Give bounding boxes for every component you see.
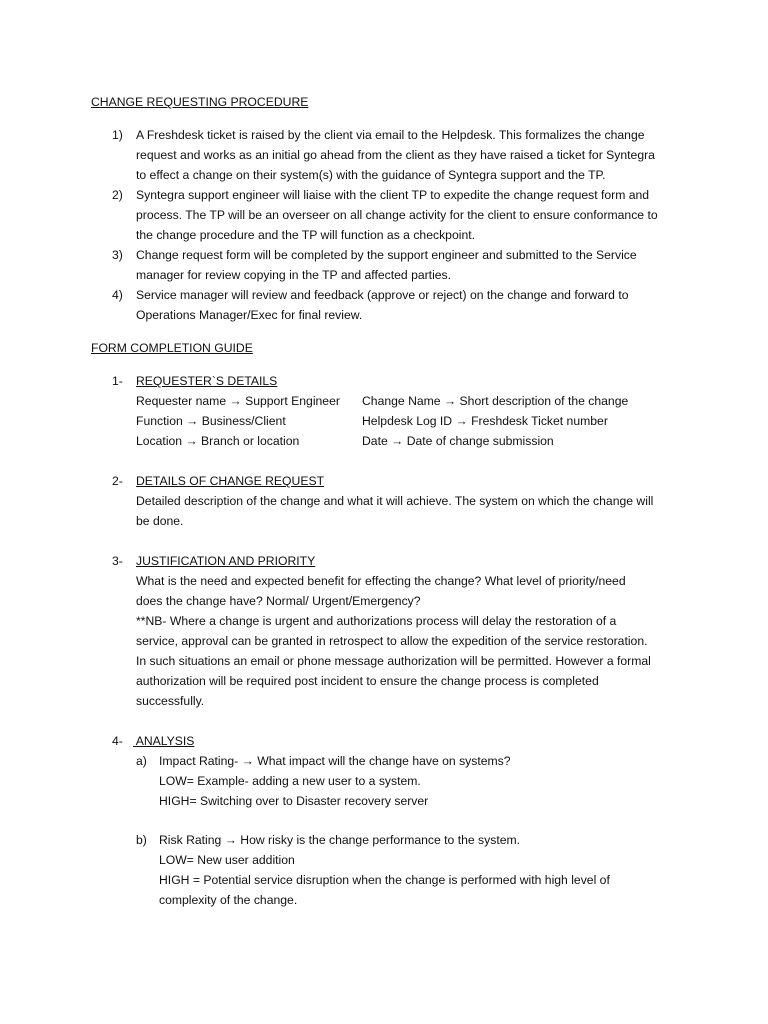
step-4-line-2: Operations Manager/Exec for final review.: [136, 308, 363, 322]
subsection-b-line-3: HIGH = Potential service disruption when the change is performed with high level of: [159, 873, 610, 887]
section-2-marker: 2-: [112, 474, 123, 488]
step-2-marker: 2): [112, 188, 123, 202]
step-1-marker: 1): [112, 128, 123, 142]
subsection-a-marker: a): [136, 754, 147, 768]
subsection-b-marker: b): [136, 833, 147, 847]
step-2-line-3: the change procedure and the TP will function as a checkpoint.: [136, 228, 475, 242]
step-4-line-1: Service manager will review and feedback (approve or reject) on the change and forward to: [136, 288, 629, 302]
requester-row-1-right: Change Name → Short description of the change: [362, 394, 629, 408]
section-3-line-6: authorization will be required post incident to ensure the change process is completed: [136, 674, 599, 688]
step-3-line-1: Change request form will be completed by the support engineer and submitted to the Service: [136, 248, 637, 262]
subsection-a-line-3: HIGH= Switching over to Disaster recovery server: [159, 794, 429, 808]
step-1-line-2: request and works as an initial go ahead from the client as they have raised a ticket for Syntegra: [136, 148, 655, 162]
section-3-marker: 3-: [112, 554, 123, 568]
requester-row-2-right: Helpdesk Log ID → Freshdesk Ticket number: [362, 414, 608, 428]
step-3-marker: 3): [112, 248, 123, 262]
step-3-line-2: manager for review copying in the TP and affected parties.: [136, 268, 452, 282]
section-2-line-2: be done.: [136, 514, 184, 528]
section-4-title: ANALYSIS: [133, 734, 195, 748]
section-3-line-4: service, approval can be granted in retrospect to allow the expedition of the service restoration.: [136, 634, 648, 648]
section-3-line-3: **NB- Where a change is urgent and authorizations process will delay the restoration of a: [136, 614, 617, 628]
requester-row-1-left: Requester name → Support Engineer: [136, 394, 340, 408]
step-1-line-3: to effect a change on their system(s) with the guidance of Syntegra support and the TP.: [136, 168, 606, 182]
subsection-b-line-4: complexity of the change.: [159, 893, 298, 907]
requester-row-3-left: Location → Branch or location: [136, 434, 300, 448]
step-2-line-1: Syntegra support engineer will liaise with the client TP to expedite the change request form and: [136, 188, 650, 202]
step-2-line-2: process. The TP will be an overseer on all change activity for the client to ensure conformance to: [136, 208, 658, 222]
requester-row-3-right: Date → Date of change submission: [362, 434, 554, 448]
subsection-b-line-2: LOW= New user addition: [159, 853, 295, 867]
step-4-marker: 4): [112, 288, 123, 302]
section-3-line-1: What is the need and expected benefit for effecting the change? What level of priority/need: [136, 574, 626, 588]
procedure-heading: CHANGE REQUESTING PROCEDURE: [91, 95, 309, 109]
section-4-marker: 4-: [112, 734, 123, 748]
subsection-a-line-2: LOW= Example- adding a new user to a system.: [159, 774, 421, 788]
requester-row-2-left: Function → Business/Client: [136, 414, 286, 428]
section-2-title: DETAILS OF CHANGE REQUEST: [136, 474, 325, 488]
section-3-line-2: does the change have? Normal/ Urgent/Emergency?: [136, 594, 421, 608]
section-3-title: JUSTIFICATION AND PRIORITY: [136, 554, 316, 568]
section-3-line-7: successfully.: [136, 694, 205, 708]
subsection-a-line-1: Impact Rating- → What impact will the change have on systems?: [159, 754, 511, 768]
guide-heading: FORM COMPLETION GUIDE: [91, 341, 253, 355]
section-2-line-1: Detailed description of the change and what it will achieve. The system on which the change will: [136, 494, 654, 508]
section-1-title: REQUESTER`S DETAILS: [136, 374, 278, 388]
step-1-line-1: A Freshdesk ticket is raised by the client via email to the Helpdesk. This formalizes the change: [136, 128, 645, 142]
subsection-b-line-1: Risk Rating → How risky is the change performance to the system.: [159, 833, 521, 847]
section-1-marker: 1-: [112, 374, 123, 388]
section-3-line-5: In such situations an email or phone message authorization will be permitted. However a formal: [136, 654, 651, 668]
